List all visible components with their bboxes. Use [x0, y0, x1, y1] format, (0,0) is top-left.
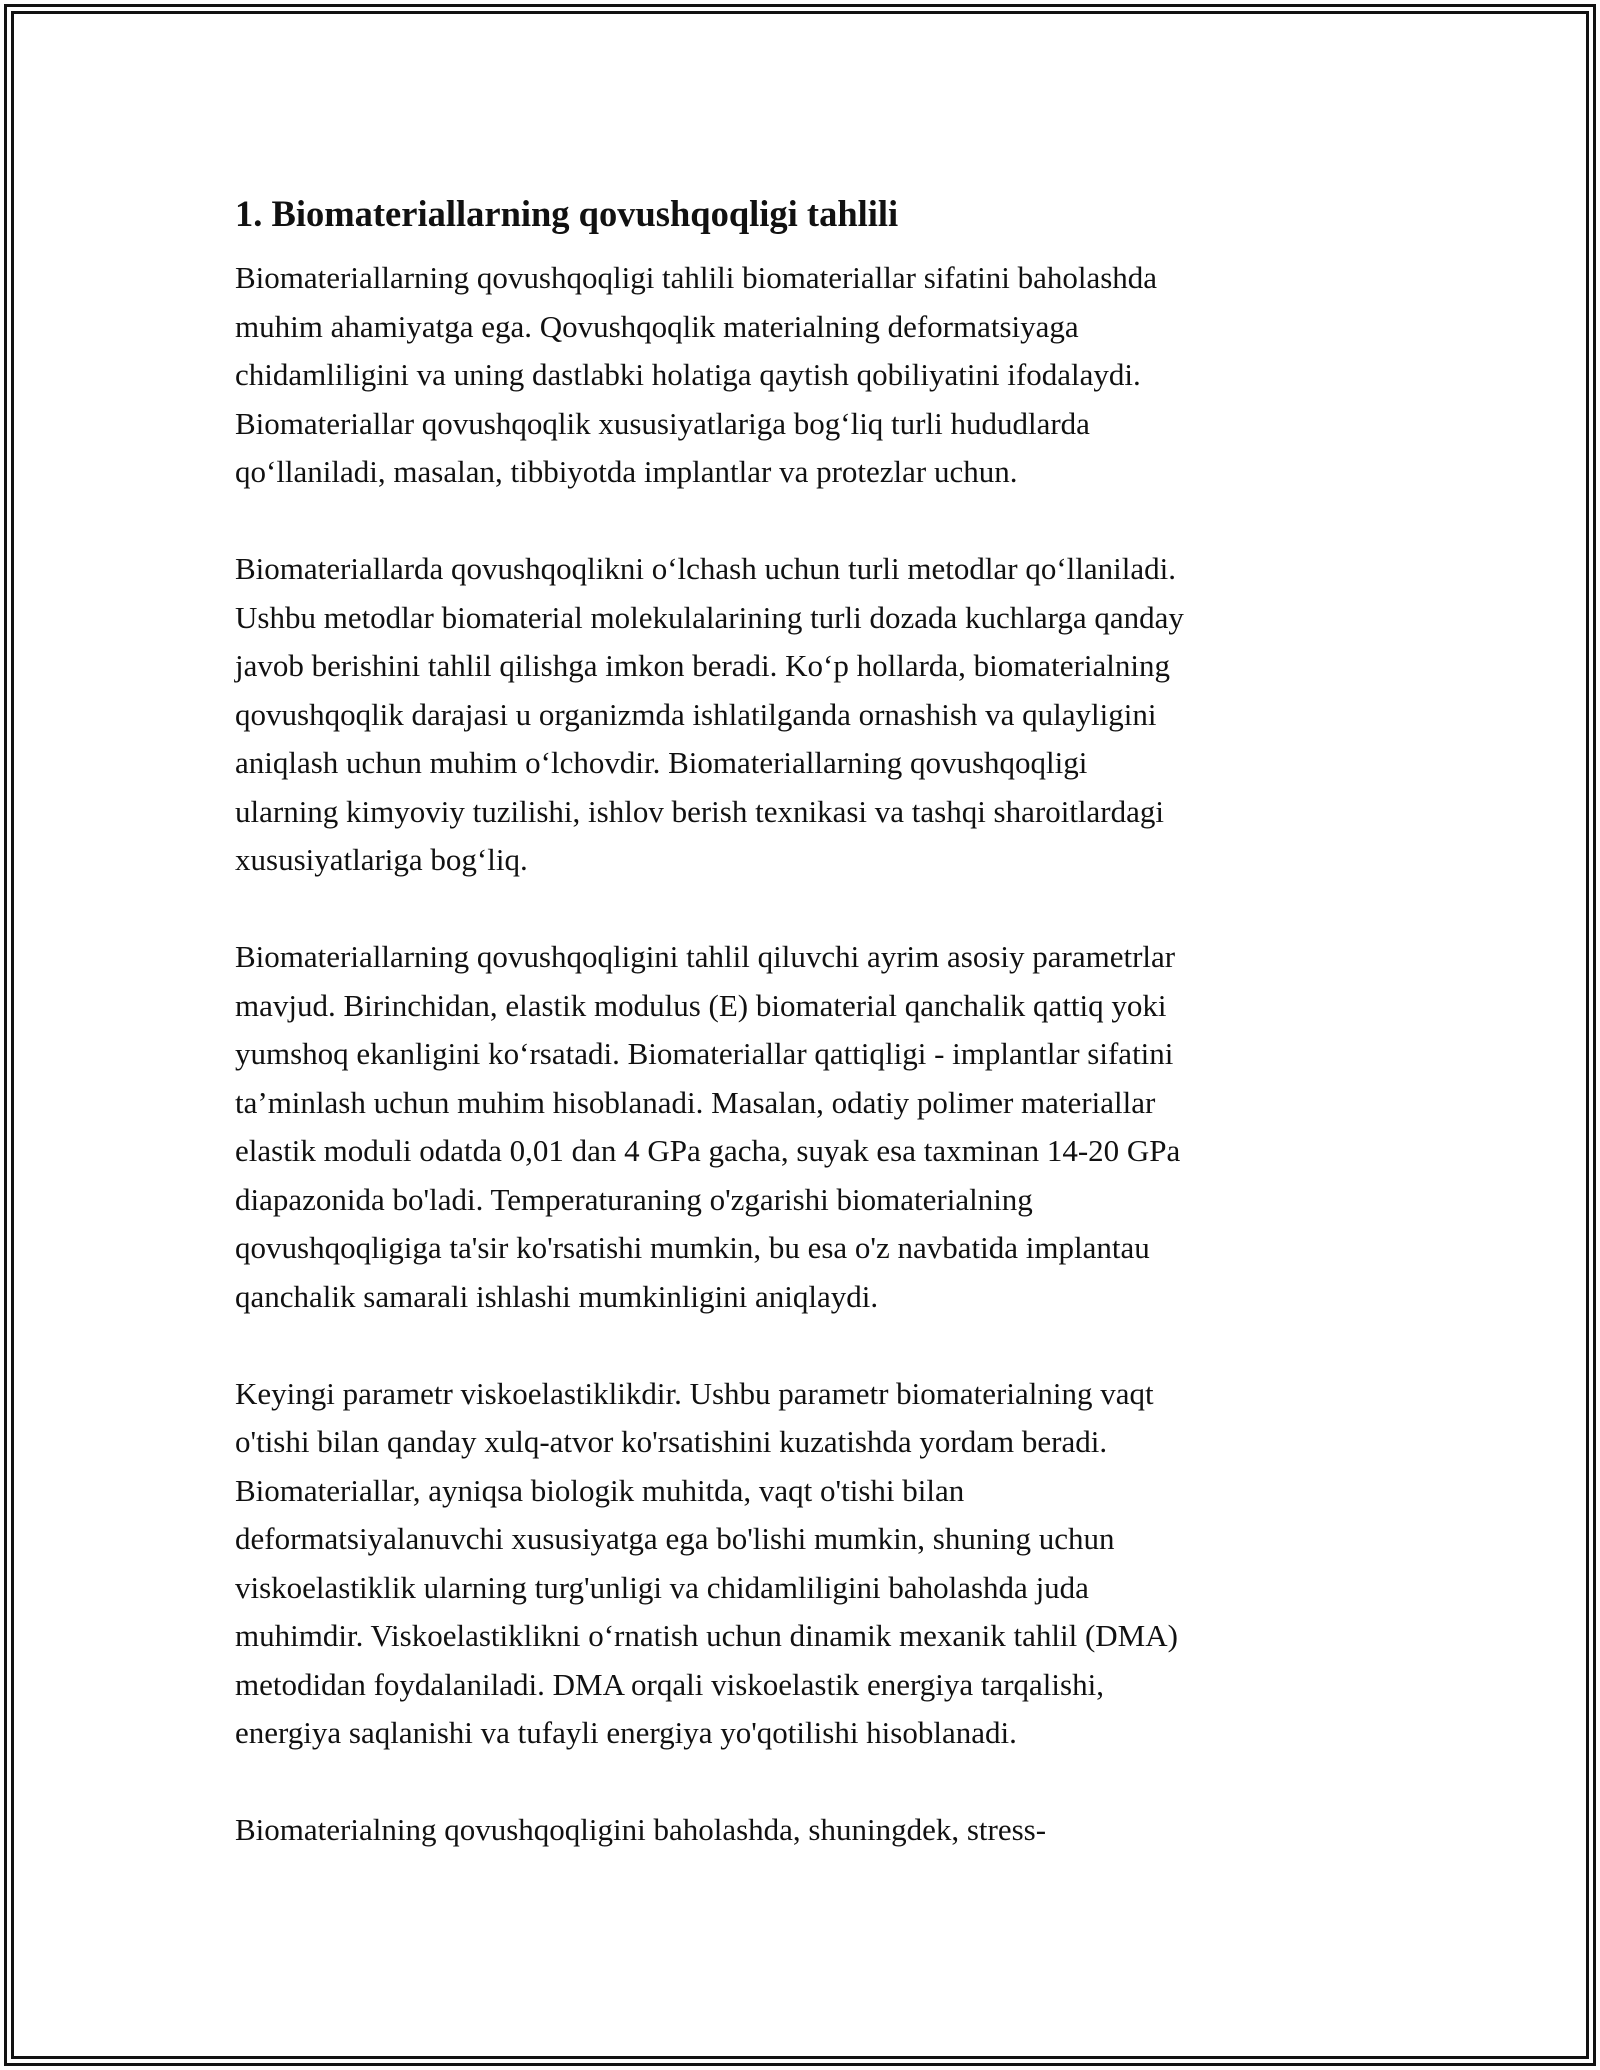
- text-line: aniqlash uchun muhim o‘lchovdir. Biomateriallarning qovushqoqligi: [235, 745, 1088, 780]
- document-body: [235, 186, 1375, 1855]
- text-line: qovushqoqligiga ta'sir ko'rsatishi mumkin, bu esa o'z navbatida implantau: [235, 1230, 1150, 1265]
- text-line: metodidan foydalaniladi. DMA orqali viskoelastik energiya tarqalishi,: [235, 1666, 1104, 1702]
- text-line: diapazonida bo'ladi. Temperaturaning o'zgarishi biomaterialning: [235, 1181, 1033, 1217]
- text-line: viskoelastiklik ularning turg'unligi va chidamliligini baholashda juda: [235, 1569, 1089, 1605]
- text-line: javob berishini tahlil qilishga imkon beradi. Ko‘p hollarda, biomaterialning: [235, 648, 1170, 683]
- text-line: energiya saqlanishi va tufayli energiya yo'qotilishi hisoblanadi.: [235, 1715, 1017, 1750]
- text-line: yumshoq ekanligini ko‘rsatadi. Biomateriallar qattiqligi - implantlar sifatini: [235, 1036, 1174, 1071]
- text-line: deformatsiyalanuvchi xususiyatga ega bo'lishi mumkin, shuning uchun: [235, 1521, 1115, 1556]
- text-line: qo‘llaniladi, masalan, tibbiyotda implantlar va protezlar uchun.: [235, 454, 1018, 489]
- text-line: qovushqoqlik darajasi u organizmda ishlatilganda ornashish va qulayligini: [235, 696, 1157, 732]
- text-line: Biomateriallar, ayniqsa biologik muhitda, vaqt o'tishi bilan: [235, 1472, 965, 1508]
- text-line: muhimdir. Viskoelastiklikni o‘rnatish uchun dinamik mexanik tahlil (DMA): [235, 1618, 1178, 1653]
- paragraph-1: [235, 254, 1375, 497]
- text-line: Biomaterialning qovushqoqligini baholashda, shuningdek, stress-: [235, 1812, 1047, 1847]
- text-line: chidamliligini va uning dastlabki holatiga qaytish qobiliyatini ifodalaydi.: [235, 357, 1141, 392]
- section-heading: 1. Biomateriallarning qovushqoqligi tahlili: [235, 193, 899, 234]
- text-line: elastik moduli odatda 0,01 dan 4 GPa gacha, suyak esa taxminan 14-20 GPa: [235, 1133, 1181, 1168]
- text-line: Biomateriallarning qovushqoqligini tahlil qiluvchi ayrim asosiy parametrlar: [235, 939, 1176, 974]
- text-line: Biomateriallarda qovushqoqlikni o‘lchash uchun turli metodlar qo‘llaniladi.: [235, 551, 1176, 586]
- text-line: o'tishi bilan qanday xulq-atvor ko'rsatishini kuzatishda yordam beradi.: [235, 1424, 1108, 1459]
- paragraph-4: [235, 1370, 1375, 1758]
- text-line: Biomateriallarning qovushqoqligi tahlili biomateriallar sifatini baholashda: [235, 260, 1158, 295]
- paragraph-3: [235, 933, 1375, 1321]
- text-line: Keyingi parametr viskoelastiklikdir. Ushbu parametr biomaterialning vaqt: [235, 1375, 1154, 1411]
- text-line: mavjud. Birinchidan, elastik modulus (E) biomaterial qanchalik qattiq yoki: [235, 987, 1167, 1023]
- text-line: Biomateriallar qovushqoqlik xususiyatlariga bog‘liq turli hududlarda: [235, 405, 1090, 441]
- text-line: xususiyatlariga bog‘liq.: [235, 842, 528, 877]
- paragraph-2: [235, 545, 1375, 885]
- paragraph-5: [235, 1806, 1375, 1855]
- text-line: muhim ahamiyatga ega. Qovushqoqlik materialning deformatsiyaga: [235, 308, 1079, 344]
- text-line: ularning kimyoviy tuzilishi, ishlov berish texnikasi va tashqi sharoitlardagi: [235, 793, 1165, 829]
- text-line: ta’minlash uchun muhim hisoblanadi. Masalan, odatiy polimer materiallar: [235, 1084, 1156, 1120]
- text-line: qanchalik samarali ishlashi mumkinligini aniqlaydi.: [235, 1278, 879, 1314]
- text-line: Ushbu metodlar biomaterial molekulalarining turli dozada kuchlarga qanday: [235, 599, 1184, 635]
